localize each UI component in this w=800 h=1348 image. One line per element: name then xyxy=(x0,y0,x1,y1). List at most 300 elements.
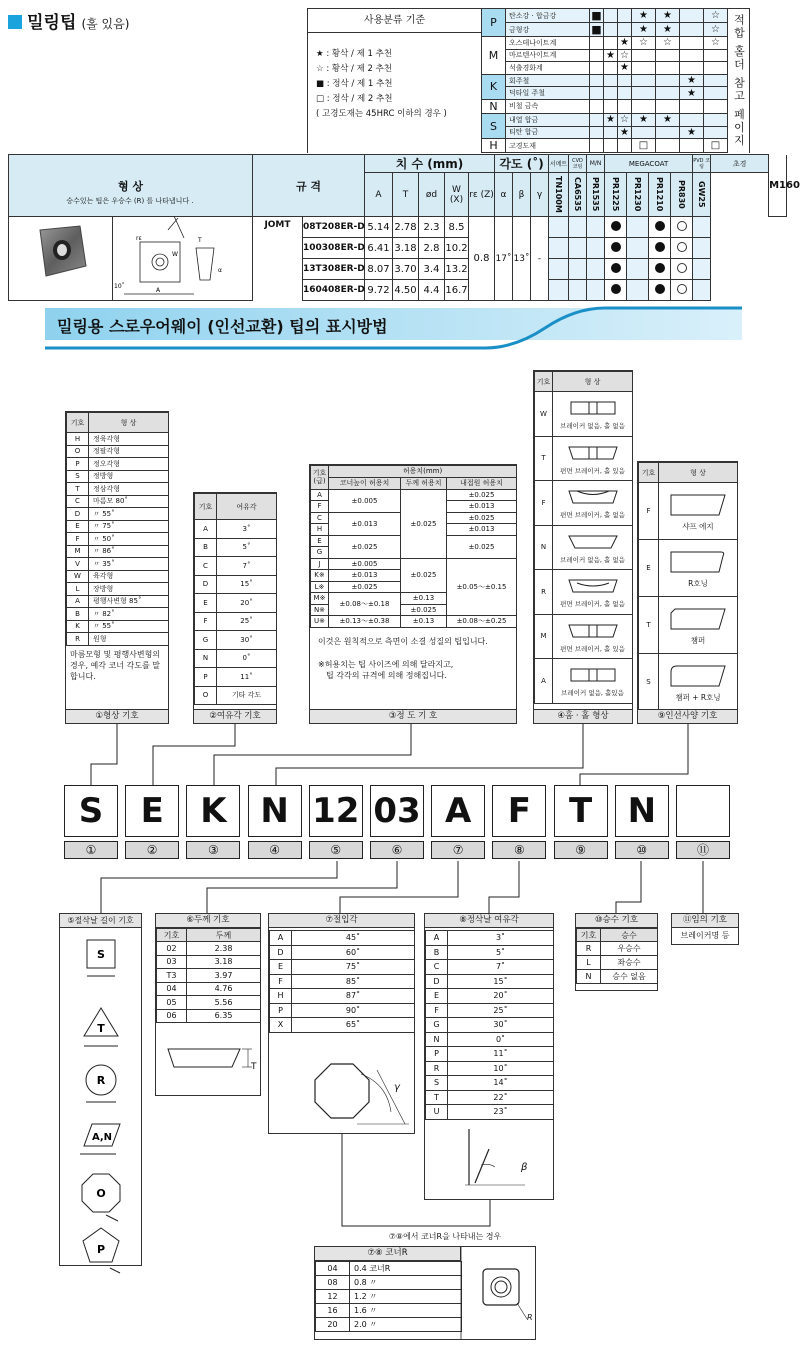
std-cell xyxy=(656,99,680,113)
std-cell xyxy=(604,99,618,113)
t7-gamma: γ xyxy=(394,1082,400,1093)
grade-cell xyxy=(587,238,605,259)
t9-code: T xyxy=(639,597,659,654)
grade-group-cermet: 서메트 xyxy=(549,155,569,173)
std-cell: ★ xyxy=(632,9,656,23)
t6-row-c1: 6.35 xyxy=(187,1009,261,1023)
t78-row-c0: 12 xyxy=(316,1290,350,1304)
t1-row-c0: A xyxy=(67,595,89,608)
t3-h: ±0.13～±0.38 xyxy=(329,616,401,628)
grade-header xyxy=(693,173,711,217)
grade-ring-mark xyxy=(677,221,687,231)
t5-r: R xyxy=(96,1074,106,1087)
t10-row-c0: R xyxy=(577,942,601,956)
std-cell xyxy=(618,23,632,37)
t2-row-c0: E xyxy=(195,594,217,613)
t7-row-c0: D xyxy=(270,945,292,960)
t78-row xyxy=(316,1304,462,1318)
t9-shape-icon xyxy=(665,662,731,690)
t8-row xyxy=(426,1018,554,1033)
t7-row xyxy=(270,1018,415,1033)
grade-ring-mark xyxy=(677,263,687,273)
std-cell: □ xyxy=(704,139,728,153)
t10-row xyxy=(577,956,658,970)
t1-row-c1: 장방형 xyxy=(89,583,169,596)
t8-beta: β xyxy=(521,1162,528,1173)
std-cell xyxy=(604,62,618,75)
t1-caption: ①형상 기호 xyxy=(66,709,168,723)
t78-row-c1: 0.4 코너R xyxy=(350,1262,462,1276)
t8-row-c0: N xyxy=(426,1032,448,1047)
dim-W: W (X) xyxy=(445,173,469,217)
t7-row-c1: 65˚ xyxy=(292,1018,415,1033)
t3-caption: ③정 도 기 호 xyxy=(310,709,516,723)
t9-shape-icon xyxy=(665,548,731,576)
std-material: 마르텐사이트계 xyxy=(506,49,590,62)
t6-drawing xyxy=(156,1023,260,1093)
t78-note: ⑦⑧에서 코너R을 나타내는 경우 xyxy=(388,1232,502,1241)
t9-shape-cell xyxy=(659,654,738,711)
shape-header: 형 상 xyxy=(9,155,253,217)
t3-b: ±0.013 xyxy=(329,512,401,535)
t7-drawing xyxy=(269,1034,414,1134)
approach-angle-table xyxy=(268,913,415,1134)
t3-note1: 이것은 원칙적으로 측면이 소결 성질의 팁입니다. xyxy=(318,636,488,646)
grade-dot-mark xyxy=(655,284,665,294)
t1-row xyxy=(67,608,169,621)
grade-cell xyxy=(627,238,649,259)
t4-row xyxy=(535,659,633,704)
t2-row xyxy=(195,668,277,687)
std-cell: ★ xyxy=(656,9,680,23)
spec-prefix-empty xyxy=(253,259,303,280)
t8-row-c0: U xyxy=(426,1105,448,1120)
t6-row-c0: 04 xyxy=(157,982,187,996)
page-title: 밀링팁 xyxy=(27,13,77,33)
t2-row-c0: D xyxy=(195,575,217,594)
std-cell: ★ xyxy=(632,23,656,37)
t3-c10: N※ xyxy=(311,604,329,616)
code-row xyxy=(64,785,736,861)
std-header: 사용분류 기준 xyxy=(308,9,481,33)
code-letter: 03 xyxy=(370,785,424,837)
grade-cell xyxy=(649,217,671,238)
std-cell xyxy=(656,87,680,100)
std-cell xyxy=(590,37,604,50)
grade-header xyxy=(605,173,627,217)
std-cell xyxy=(604,87,618,100)
t2-row xyxy=(195,575,277,594)
title-bullet xyxy=(8,15,22,29)
t3-c1: F xyxy=(311,501,329,513)
t1-row-c1: 〃 86˚ xyxy=(89,545,169,558)
grade-header xyxy=(671,173,693,217)
grade-cell xyxy=(649,238,671,259)
t1-row-c0: V xyxy=(67,558,89,571)
std-cell xyxy=(680,139,704,153)
std-material: 내열 합금 xyxy=(506,113,590,126)
std-row xyxy=(308,9,788,23)
t3-h1: 허용치(mm) xyxy=(329,466,517,478)
std-material: 덕타일 주철 xyxy=(506,87,590,100)
code-letter xyxy=(676,785,730,837)
t1-row xyxy=(67,520,169,533)
std-cell xyxy=(604,126,618,139)
t1-row-c0: L xyxy=(67,583,89,596)
t4-code: F xyxy=(535,481,553,526)
code-letter: E xyxy=(125,785,179,837)
spec-gamma: - xyxy=(531,217,549,301)
t5-shapes xyxy=(60,928,141,1263)
std-side xyxy=(728,9,750,153)
t8-row-c1: 22˚ xyxy=(448,1090,554,1105)
t1-row xyxy=(67,445,169,458)
t9-label: R호닝 xyxy=(688,578,708,588)
t4-shape-cell xyxy=(553,614,633,659)
std-cell: ★ xyxy=(618,62,632,75)
t7-row-c1: 60˚ xyxy=(292,945,415,960)
t10-row-c1: 승수 없음 xyxy=(601,970,658,984)
std-cell xyxy=(590,74,604,87)
code-number: ⑦ xyxy=(431,841,485,859)
grade-group-ultra: 초경 xyxy=(711,155,769,173)
grade-header xyxy=(649,173,671,217)
t9-shape-icon xyxy=(665,605,731,633)
t3-a: ±0.005 xyxy=(329,489,401,512)
std-cell: ★ xyxy=(680,126,704,139)
t1-row-c1: 〃 35˚ xyxy=(89,558,169,571)
t8-row-c0: F xyxy=(426,1003,448,1018)
t7-row xyxy=(270,974,415,989)
t2-row xyxy=(195,594,277,613)
t4-label: 브레이커 없음, 홀있음 xyxy=(561,689,624,698)
t10-row xyxy=(577,942,658,956)
grade-label: GW25 xyxy=(697,181,707,208)
std-material: 비철 금속 xyxy=(506,99,590,113)
t6-row-c0: 06 xyxy=(157,1009,187,1023)
t1-row xyxy=(67,583,169,596)
t6-row xyxy=(157,1009,261,1023)
t4-row xyxy=(535,436,633,481)
dimension-header: 치 수 (mm) xyxy=(365,155,495,173)
t3-c0: A xyxy=(311,489,329,501)
t1-row-c1: 정오각형 xyxy=(89,458,169,471)
t6-row-c1: 2.38 xyxy=(187,942,261,956)
t1-row xyxy=(67,508,169,521)
std-cell xyxy=(680,9,704,23)
grade-cell xyxy=(605,238,627,259)
spec-W: 16.7 xyxy=(445,280,469,301)
t2-row-c1: 기타 각도 xyxy=(217,686,277,705)
code-number: ⑥ xyxy=(370,841,424,859)
svg-text:T: T xyxy=(198,237,202,244)
t4-code: N xyxy=(535,525,553,570)
t10-caption: ⑩승수 기호 xyxy=(576,914,657,928)
std-cell: ★ xyxy=(618,126,632,139)
t8-row-c0: P xyxy=(426,1047,448,1062)
svg-text:W: W xyxy=(172,251,178,258)
std-cell xyxy=(618,74,632,87)
grade-label: TN100M xyxy=(554,176,564,213)
t1-row xyxy=(67,483,169,496)
grade-cell xyxy=(693,280,711,301)
t8-drawing xyxy=(425,1119,553,1199)
t78-row xyxy=(316,1290,462,1304)
spec-d: 2.3 xyxy=(419,217,445,238)
spec-prefix: JOMT xyxy=(253,217,303,238)
t1-row-c1: 마름모 80˚ xyxy=(89,495,169,508)
std-cell xyxy=(680,49,704,62)
std-cell xyxy=(590,126,604,139)
t78-row xyxy=(316,1276,462,1290)
grade-dot-mark xyxy=(611,284,621,294)
t3-t3: ±0.025 xyxy=(401,558,447,593)
t1-row-c0: R xyxy=(67,633,89,646)
std-group: K xyxy=(482,74,506,99)
spec-A: 8.07 xyxy=(365,259,393,280)
t3-i5: ±0.025 xyxy=(447,535,517,558)
t3-f: ±0.025 xyxy=(329,581,401,593)
std-cell: ☆ xyxy=(704,23,728,37)
spec-T: 2.78 xyxy=(393,217,419,238)
std-cell xyxy=(590,62,604,75)
t3-hi: 내접원 허용치 xyxy=(447,477,517,489)
t4-row xyxy=(535,481,633,526)
spec-A: 9.72 xyxy=(365,280,393,301)
code-number: ② xyxy=(125,841,179,859)
t2-row xyxy=(195,557,277,576)
grade-cell xyxy=(549,280,569,301)
t10-h0: 기호 xyxy=(577,929,601,942)
t9-label: 챔퍼 xyxy=(690,635,706,645)
grade-header xyxy=(569,173,587,217)
t2-row xyxy=(195,538,277,557)
t6-caption: ⑥두께 기호 xyxy=(156,914,260,928)
std-cell xyxy=(704,49,728,62)
t4-shape-icon xyxy=(563,531,623,553)
grade-cell xyxy=(671,217,693,238)
ang-gamma: γ xyxy=(531,173,549,217)
grade-cell xyxy=(605,217,627,238)
corner-r-table xyxy=(314,1246,536,1340)
code-number: ③ xyxy=(186,841,240,859)
t1-row-c1: 정방형 xyxy=(89,470,169,483)
t4-label: 편면 브레이커, 홀 없음 xyxy=(560,511,625,520)
t11-caption: ⑪임의 기호 xyxy=(672,914,738,928)
t4-shape-icon xyxy=(563,575,623,597)
std-cell xyxy=(604,37,618,50)
insert-drawing xyxy=(114,208,250,298)
t4-code: T xyxy=(535,436,553,481)
std-cell xyxy=(632,126,656,139)
code-number: ⑩ xyxy=(615,841,669,859)
t9-shape-cell xyxy=(659,597,738,654)
std-cell: ★ xyxy=(680,87,704,100)
t1-row-c0: B xyxy=(67,608,89,621)
t9-shape-cell xyxy=(659,540,738,597)
grade-cell xyxy=(569,280,587,301)
t4-code: A xyxy=(535,659,553,704)
t78-row-c1: 1.6 〃 xyxy=(350,1304,462,1318)
t4-shape-cell xyxy=(553,525,633,570)
t2-row-c0: N xyxy=(195,649,217,668)
t1-row-c0: C xyxy=(67,495,89,508)
t78-row-c1: 2.0 〃 xyxy=(350,1318,462,1332)
t7-caption: ⑦절입각 xyxy=(269,914,414,928)
t9-code: E xyxy=(639,540,659,597)
t2-row-c1: 0˚ xyxy=(217,649,277,668)
t7-row xyxy=(270,989,415,1004)
t5-an: A,N xyxy=(91,1132,113,1143)
grade-cell xyxy=(693,259,711,280)
spec-code: 08T208ER-D xyxy=(303,217,365,238)
code-letter: T xyxy=(554,785,608,837)
t4-row xyxy=(535,614,633,659)
std-cell xyxy=(656,74,680,87)
t3-c9: M※ xyxy=(311,593,329,605)
t4-code: W xyxy=(535,392,553,437)
t4-shape-icon xyxy=(563,442,623,464)
spec-code: 13T308ER-D xyxy=(303,259,365,280)
std-legend xyxy=(308,9,482,153)
grade-cell xyxy=(671,259,693,280)
t1-row xyxy=(67,545,169,558)
t1-row-c1: 〃 55˚ xyxy=(89,508,169,521)
t4-caption: ④홈 · 홀 형상 xyxy=(534,709,632,723)
t78-caption: ⑦⑧ 코너R xyxy=(315,1247,461,1261)
t7-row-c0: H xyxy=(270,989,292,1004)
std-cell xyxy=(656,62,680,75)
t8-row-c0: A xyxy=(426,931,448,946)
t3-hc: 코너높이 허용치 xyxy=(329,477,401,489)
std-cell xyxy=(604,139,618,153)
std-side-text: 적합 홀더 참고 페이지 xyxy=(732,14,746,148)
t2-caption: ②여유각 기호 xyxy=(194,709,276,723)
t4-row xyxy=(535,392,633,437)
code-letter: S xyxy=(64,785,118,837)
t8-row xyxy=(426,1105,554,1120)
t9-row xyxy=(639,540,738,597)
grade-header xyxy=(627,173,649,217)
t2-h1: 여유각 xyxy=(217,494,277,520)
t1-row xyxy=(67,458,169,471)
shape-note: 승수있는 팁은 우승수 (R) 를 나타냅니다 . xyxy=(66,197,194,205)
t3-d: ±0.005 xyxy=(329,558,401,570)
t4-row xyxy=(535,570,633,615)
t78-row xyxy=(316,1262,462,1276)
t1-row-c1: 평행사변형 85˚ xyxy=(89,595,169,608)
grade-group-pvd: PVD 코팅 xyxy=(693,155,711,173)
t7-row-c1: 85˚ xyxy=(292,974,415,989)
svg-text:A: A xyxy=(156,287,161,294)
grade-ring-mark xyxy=(677,284,687,294)
grade-cell xyxy=(549,238,569,259)
t1-row-c0: M xyxy=(67,545,89,558)
t9-label: 샤프 에지 xyxy=(682,521,714,531)
t2-row-c1: 3˚ xyxy=(217,520,277,539)
t1-row-c1: 정삼각형 xyxy=(89,483,169,496)
t2-row-c0: A xyxy=(195,520,217,539)
spec-A: 6.41 xyxy=(365,238,393,259)
t6-row-c0: 05 xyxy=(157,996,187,1010)
spec-d: 2.8 xyxy=(419,238,445,259)
t9-shape-icon xyxy=(665,491,731,519)
grade-cell xyxy=(549,217,569,238)
std-cell xyxy=(656,139,680,153)
t3-i7: ±0.08～±0.25 xyxy=(447,616,517,628)
std-material: 오스테나이트계 xyxy=(506,37,590,50)
std-legend-line: ( 고경도재는 45HRC 이하의 경우 ) xyxy=(316,109,447,119)
t3-note2: ※허용치는 팁 사이즈에 의해 달라지고, xyxy=(318,659,454,669)
t1-row xyxy=(67,595,169,608)
t5-t: T xyxy=(97,1022,105,1035)
t10-row-c0: N xyxy=(577,970,601,984)
t4-shape-cell xyxy=(553,392,633,437)
t1-row xyxy=(67,495,169,508)
t1-row-c0: E xyxy=(67,520,89,533)
spec-W: 8.5 xyxy=(445,217,469,238)
std-cell: ☆ xyxy=(618,49,632,62)
t7-row-c1: 45˚ xyxy=(292,931,415,946)
t8-row-c1: 20˚ xyxy=(448,989,554,1004)
t2-row xyxy=(195,612,277,631)
std-cell: ☆ xyxy=(704,37,728,50)
grade-group-cvd: CVD 코팅 xyxy=(569,155,587,173)
optional-table xyxy=(671,913,739,945)
std-material: 고경도재 xyxy=(506,139,590,153)
t4-row xyxy=(535,525,633,570)
t2-h0: 기호 xyxy=(195,494,217,520)
t8-row-c0: R xyxy=(426,1061,448,1076)
usage-standard-table xyxy=(307,8,787,153)
dim-d: ød xyxy=(419,173,445,217)
t1-row xyxy=(67,558,169,571)
t3-e: ±0.013 xyxy=(329,570,401,582)
t3-c3: H xyxy=(311,524,329,536)
t78-drawing xyxy=(461,1247,537,1339)
t6-row-c1: 5.56 xyxy=(187,996,261,1010)
std-cell xyxy=(704,74,728,87)
std-cell xyxy=(604,23,618,37)
t5-s: S xyxy=(97,948,105,961)
t8-row-c0: S xyxy=(426,1076,448,1091)
std-cell: ■ xyxy=(591,23,602,36)
spec-T: 4.50 xyxy=(393,280,419,301)
t9-row xyxy=(639,654,738,711)
t3-t1: ±0.025 xyxy=(401,489,447,558)
t3-g: ±0.08～±0.18 xyxy=(329,593,401,616)
t8-row-c1: 10˚ xyxy=(448,1061,554,1076)
t4-shape-icon xyxy=(563,486,623,508)
t10-row-c1: 우승수 xyxy=(601,942,658,956)
t7-row-c0: X xyxy=(270,1018,292,1033)
t3-c6: J xyxy=(311,558,329,570)
t8-row-c1: 3˚ xyxy=(448,931,554,946)
t1-row xyxy=(67,433,169,446)
std-cell: ☆ xyxy=(656,37,680,50)
t8-row-c0: E xyxy=(426,989,448,1004)
t78-row-c0: 20 xyxy=(316,1318,350,1332)
spec-code: 100308ER-D xyxy=(303,238,365,259)
code-number: ⑧ xyxy=(492,841,546,859)
t8-row-c1: 14˚ xyxy=(448,1076,554,1091)
t9-shape-cell xyxy=(659,483,738,540)
t1-row xyxy=(67,533,169,546)
t1-row-c0: S xyxy=(67,470,89,483)
std-cell: ★ xyxy=(632,113,656,126)
std-cell xyxy=(604,74,618,87)
t6-h0: 기호 xyxy=(157,929,187,942)
